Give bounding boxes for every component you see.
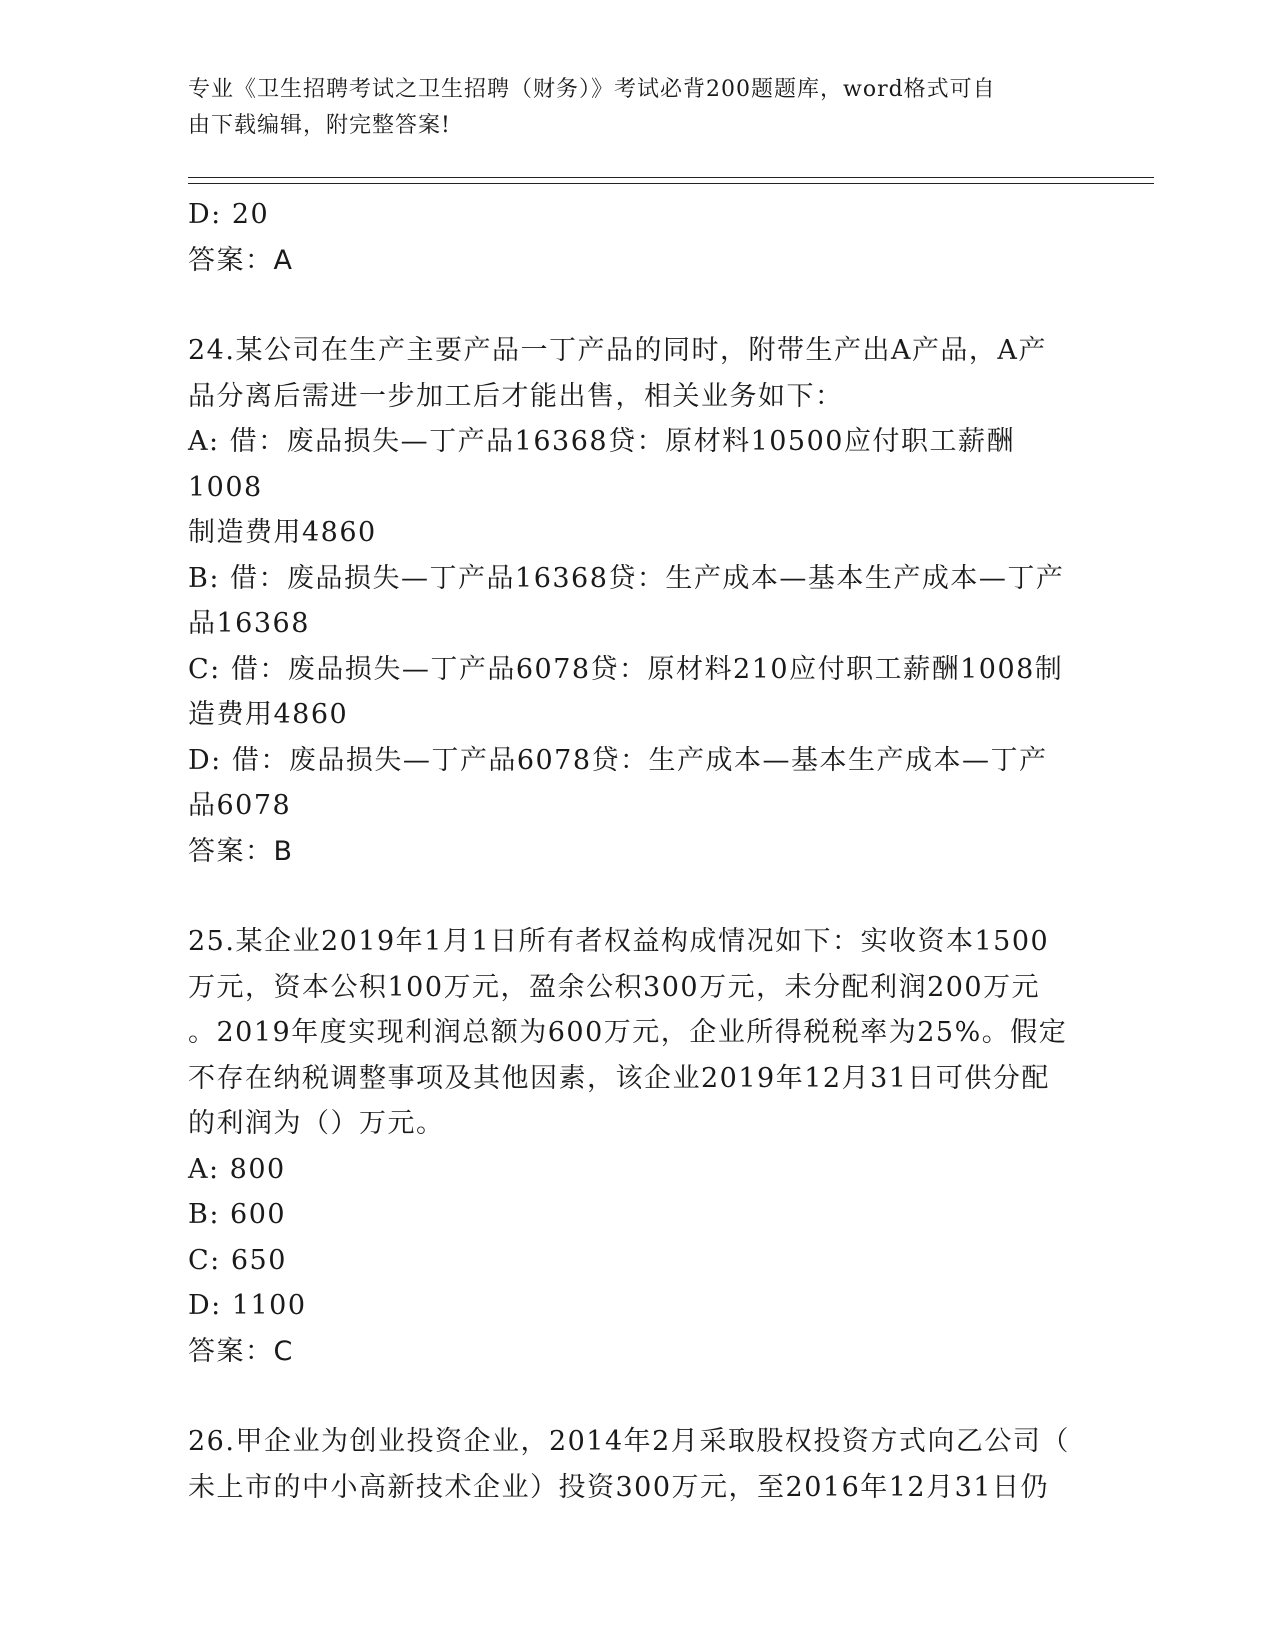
header-divider-top xyxy=(188,177,1154,178)
option-d: D: 1100 xyxy=(188,1290,307,1321)
spacer xyxy=(188,1374,1078,1419)
option-c: C: 650 xyxy=(188,1244,287,1276)
option-c: C: 借：废品损失—丁产品6078贷：原材料210应付职工薪酬1008制 xyxy=(188,653,1064,685)
header-line-1: 专业《卫生招聘考试之卫生招聘（财务）》考试必背200题题库，word格式可自 xyxy=(188,77,996,102)
question-stem: 未上市的中小高新技术企业）投资300万元，至2016年12月31日仍 xyxy=(188,1471,1049,1503)
option-c-cont: 造费用4860 xyxy=(188,699,349,730)
option-d-cont: 品6078 xyxy=(188,790,292,821)
option-a: A: 借：废品损失—丁产品16368贷：原材料10500应付职工薪酬1008 xyxy=(188,426,1015,503)
answer-line: 答案：A xyxy=(188,244,294,276)
header-line-2: 由下载编辑，附完整答案! xyxy=(188,113,451,138)
option-b-cont: 品16368 xyxy=(188,608,310,639)
answer-line: 答案：B xyxy=(188,835,294,867)
question-stem: 24.某公司在生产主要产品一丁产品的同时，附带生产出A产品，A产 xyxy=(188,335,1047,366)
answer-line: 答案：C xyxy=(188,1335,294,1367)
question-23-tail xyxy=(188,192,1078,283)
question-25 xyxy=(188,919,1078,1374)
document-body xyxy=(188,192,1078,1510)
option-a: A: 800 xyxy=(188,1153,286,1185)
document-header xyxy=(188,72,1068,144)
option-d: D: 20 xyxy=(188,199,270,230)
header-divider-bottom xyxy=(188,183,1154,184)
spacer xyxy=(188,283,1078,328)
question-stem: 万元，资本公积100万元，盈余公积300万元，未分配利润200万元 xyxy=(188,971,1041,1003)
question-24 xyxy=(188,328,1078,874)
question-stem: 26.甲企业为创业投资企业，2014年2月采取股权投资方式向乙公司（ xyxy=(188,1426,1070,1457)
question-stem: 不存在纳税调整事项及其他因素，该企业2019年12月31日可供分配 xyxy=(188,1062,1050,1094)
option-a-cont: 制造费用4860 xyxy=(188,517,377,548)
option-b: B: 借：废品损失—丁产品16368贷：生产成本—基本生产成本—丁产 xyxy=(188,562,1065,594)
question-stem: 25.某企业2019年1月1日所有者权益构成情况如下：实收资本1500 xyxy=(188,926,1050,957)
question-stem: 品分离后需进一步加工后才能出售，相关业务如下： xyxy=(188,380,844,412)
option-b: B: 600 xyxy=(188,1199,287,1230)
question-stem: 的利润为（）万元。 xyxy=(188,1108,445,1139)
question-26 xyxy=(188,1419,1078,1510)
question-stem: 。2019年度实现利润总额为600万元，企业所得税税率为25%。假定 xyxy=(188,1017,1068,1048)
spacer xyxy=(188,874,1078,919)
option-d: D: 借：废品损失—丁产品6078贷：生产成本—基本生产成本—丁产 xyxy=(188,744,1048,776)
